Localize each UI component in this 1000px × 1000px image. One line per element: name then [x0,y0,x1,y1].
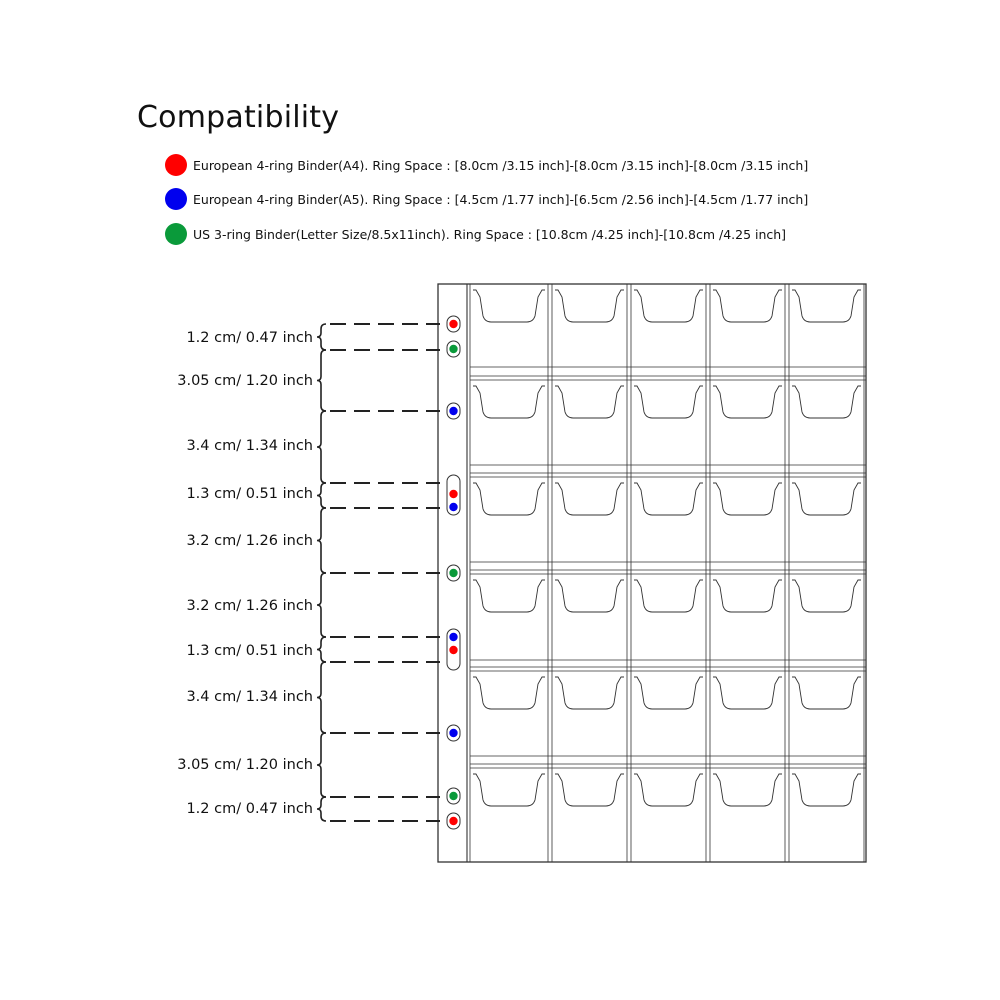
dimension-label-10: 1.2 cm/ 0.47 inch [186,801,313,817]
pocket-flap [555,677,624,709]
ring-dot-icon [449,792,457,800]
pocket-flap [473,386,545,418]
sheet-outline [438,284,866,862]
pocket-flap [555,580,624,612]
pocket-flap [713,483,782,515]
dimension-brace [317,733,326,797]
pocket-flap [555,386,624,418]
page-title: Compatibility [137,100,340,135]
legend-text-a4: European 4-ring Binder(A4). Ring Space : [8.0cm /3.15 inch]-[8.0cm /3.15 inch]-[8.0cm /3.15 inch] [193,157,809,173]
coin-sheet [438,284,866,862]
ring-holes [447,316,460,829]
ring-dot-icon [449,490,457,498]
dimension-label-4: 1.3 cm/ 0.51 inch [186,486,313,502]
pocket-flap [473,580,545,612]
pocket-flap [713,386,782,418]
pocket-flap [713,774,782,806]
pocket-flap [713,290,782,322]
dimension-label-6: 3.2 cm/ 1.26 inch [186,598,313,614]
pocket-flap [473,483,545,515]
dimension-label-1: 1.2 cm/ 0.47 inch [186,330,313,346]
ring-dot-icon [449,345,457,353]
dimension-brace [317,573,326,637]
dimension-label-8: 3.4 cm/ 1.34 inch [186,689,313,705]
dimension-brace [317,637,326,662]
ring-dot-icon [449,503,457,511]
pocket-flap [792,483,861,515]
pocket-flap [555,483,624,515]
pocket-flap [634,386,703,418]
pocket-flap [792,290,861,322]
dimension-label-5: 3.2 cm/ 1.26 inch [186,533,313,549]
dimension-lines [177,324,440,821]
dimension-label-9: 3.05 cm/ 1.20 inch [177,757,313,773]
pocket-flap [555,774,624,806]
pocket-flap [792,774,861,806]
ring-dot-icon [449,407,457,415]
pocket-flap [634,290,703,322]
dimension-brace [317,411,326,483]
dimension-label-2: 3.05 cm/ 1.20 inch [177,373,313,389]
dimension-label-3: 3.4 cm/ 1.34 inch [186,438,313,454]
dimension-brace [317,662,326,733]
dimension-brace [317,350,326,411]
pocket-flap [473,774,545,806]
pocket-flap [555,290,624,322]
pocket-flap [634,677,703,709]
pocket-flap [473,290,545,322]
legend-text-us: US 3-ring Binder(Letter Size/8.5x11inch). Ring Space : [10.8cm /4.25 inch]-[10.8cm /4.25 inch] [193,226,787,242]
pocket-flap [634,483,703,515]
legend-text-a5: European 4-ring Binder(A5). Ring Space : [4.5cm /1.77 inch]-[6.5cm /2.56 inch]-[4.5cm /1.77 inch] [193,191,809,207]
dimension-brace [317,797,326,821]
dimension-brace [317,483,326,508]
pocket-flap [713,580,782,612]
pocket-flap [792,580,861,612]
pocket-flap [792,386,861,418]
ring-dot-icon [449,817,457,825]
pocket-flap [634,580,703,612]
dimension-brace [317,508,326,573]
pocket-flap [792,677,861,709]
pocket-flap [713,677,782,709]
pocket-flap [473,677,545,709]
ring-dot-icon [449,569,457,577]
dimension-brace [317,324,326,350]
dimension-label-7: 1.3 cm/ 0.51 inch [186,643,313,659]
ring-dot-icon [449,646,457,654]
ring-dot-icon [449,729,457,737]
pocket-flap [634,774,703,806]
ring-dot-icon [449,633,457,641]
ring-dot-icon [449,320,457,328]
